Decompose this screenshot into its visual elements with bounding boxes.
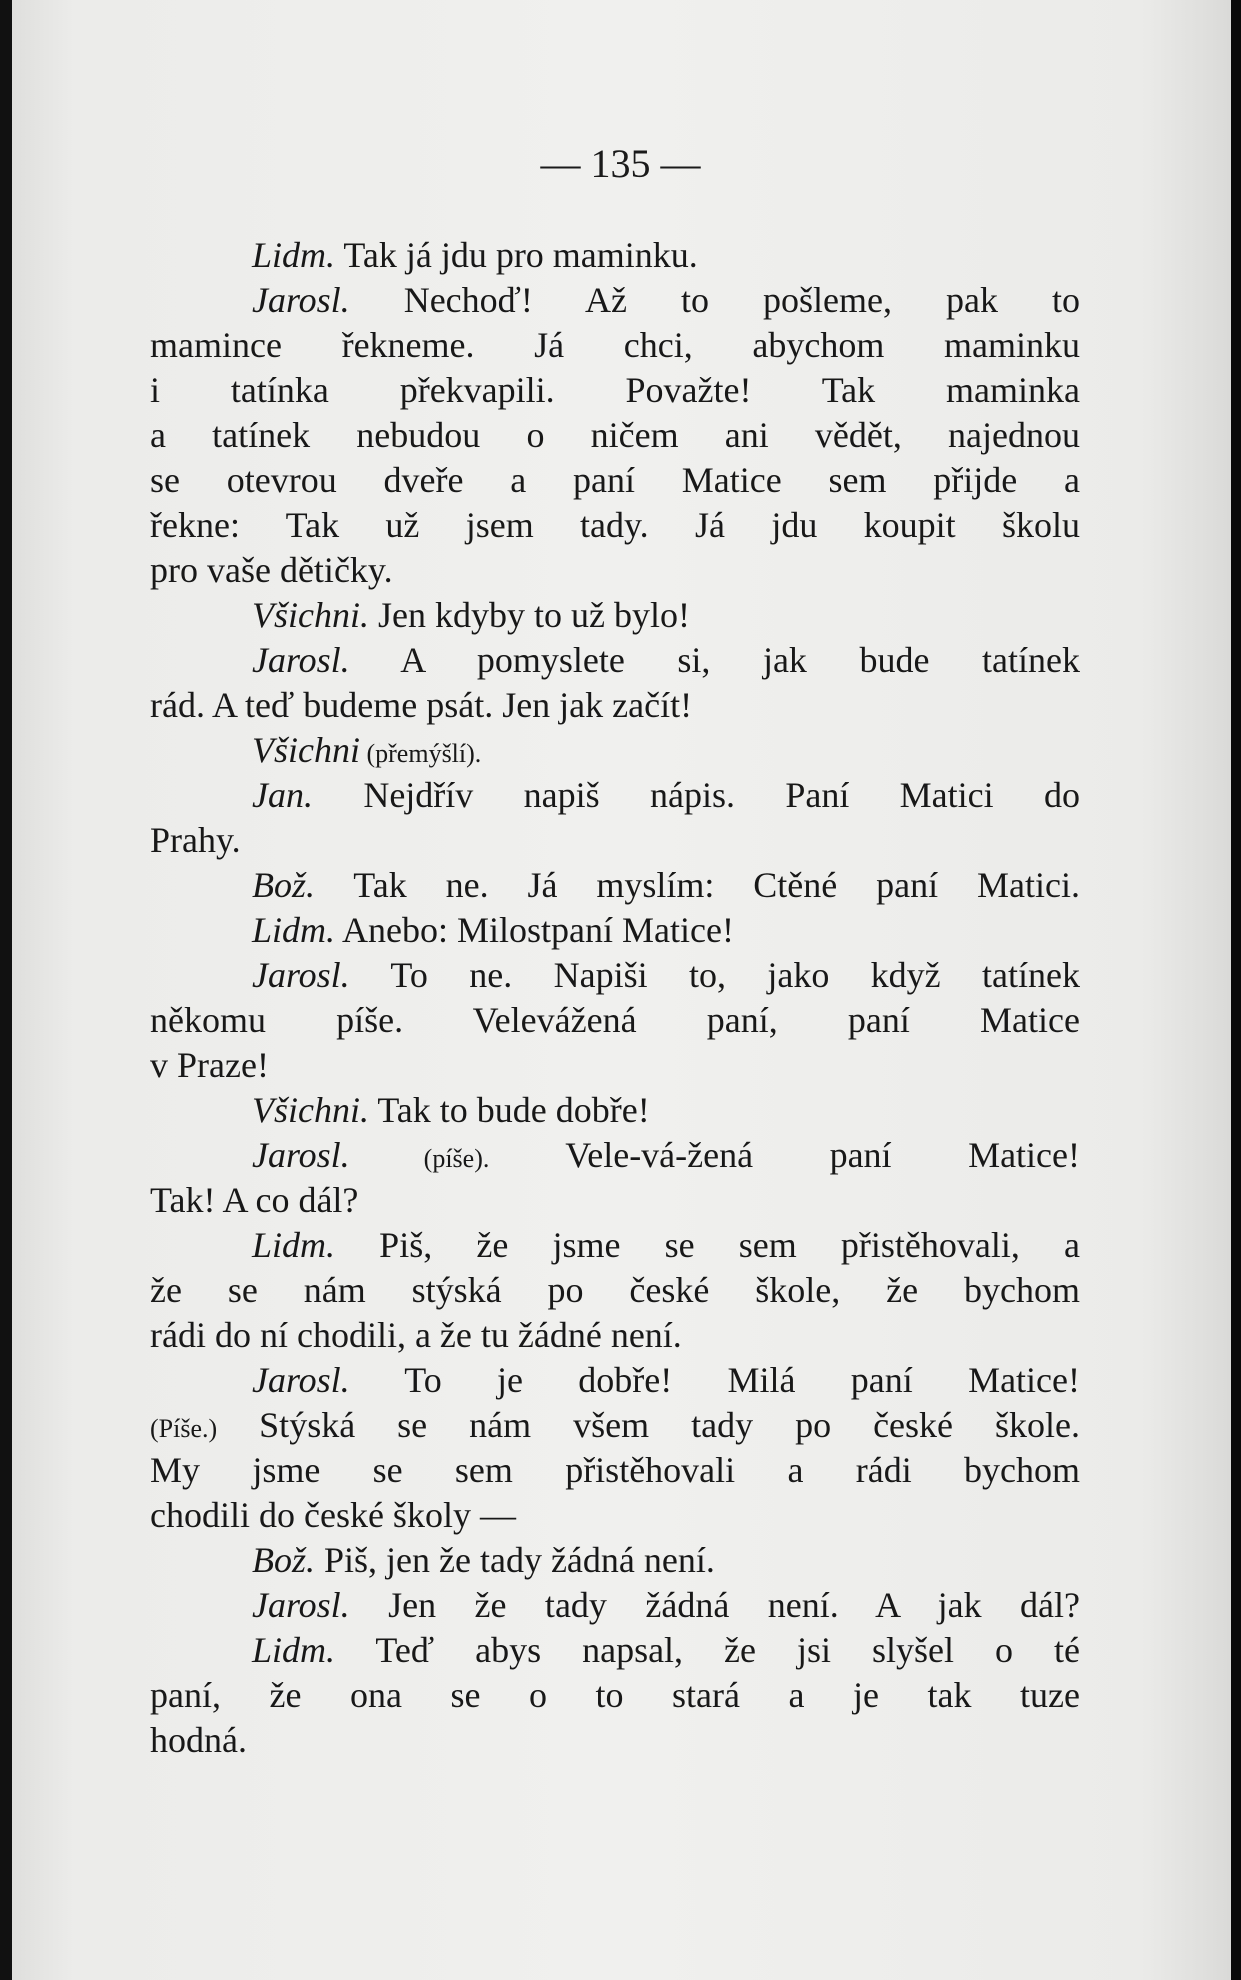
speaker-name: Všichni. bbox=[252, 595, 369, 635]
text-line bbox=[150, 953, 1080, 998]
text-line bbox=[150, 278, 1080, 323]
text-line bbox=[150, 1358, 1080, 1403]
text-line bbox=[150, 1043, 1080, 1088]
line-text: To je dobře! Milá paní Matice! bbox=[349, 1360, 1080, 1400]
text-line bbox=[150, 593, 1080, 638]
line-text: hodná. bbox=[150, 1720, 247, 1760]
text-line bbox=[150, 1313, 1080, 1358]
line-text: se otevrou dveře a paní Matice sem přijde a bbox=[150, 460, 1080, 500]
stage-direction: (píše). bbox=[349, 1144, 490, 1173]
line-text: Vele-vá-žená paní Matice! bbox=[489, 1135, 1080, 1175]
text-line bbox=[150, 368, 1080, 413]
line-text: Anebo: Milostpaní Matice! bbox=[335, 910, 734, 950]
line-text: Nechoď! Až to pošleme, pak to bbox=[349, 280, 1080, 320]
line-text: mamince řekneme. Já chci, abychom maminku bbox=[150, 325, 1080, 365]
text-line bbox=[150, 818, 1080, 863]
text-line bbox=[150, 1493, 1080, 1538]
line-text: Stýská se nám všem tady po české škole. bbox=[217, 1405, 1080, 1445]
speaker-name: Jarosl. bbox=[252, 640, 350, 680]
text-line bbox=[150, 1628, 1080, 1673]
line-text: i tatínka překvapili. Považte! Tak maminka bbox=[150, 370, 1080, 410]
line-text: Piš, že jsme se sem přistěhovali, a bbox=[335, 1225, 1080, 1265]
text-line bbox=[150, 323, 1080, 368]
scan-edge-right bbox=[1231, 0, 1241, 1980]
line-text: A pomyslete si, jak bude tatínek bbox=[349, 640, 1080, 680]
stage-direction: (přemýšlí). bbox=[359, 739, 482, 768]
text-line bbox=[150, 1448, 1080, 1493]
speaker-name: Bož. bbox=[252, 1540, 315, 1580]
line-text: pro vaše dětičky. bbox=[150, 550, 393, 590]
text-line bbox=[150, 728, 1080, 773]
speaker-name: Jarosl. bbox=[252, 1585, 350, 1625]
text-line bbox=[150, 1403, 1080, 1448]
line-text: Jen kdyby to už bylo! bbox=[368, 595, 690, 635]
speaker-name: Lidm. bbox=[252, 1630, 336, 1670]
speaker-name: Bož. bbox=[252, 865, 315, 905]
text-line bbox=[150, 1673, 1080, 1718]
line-text: a tatínek nebudou o ničem ani vědět, najednou bbox=[150, 415, 1080, 455]
line-text: Teď abys napsal, že jsi slyšel o té bbox=[335, 1630, 1080, 1670]
speaker-name: Jan. bbox=[252, 775, 313, 815]
speaker-name: Všichni bbox=[252, 730, 360, 770]
speaker-name: Jarosl. bbox=[252, 1360, 350, 1400]
text-line bbox=[150, 1088, 1080, 1133]
line-text: že se nám stýská po české škole, že bychom bbox=[150, 1270, 1080, 1310]
text-line bbox=[150, 503, 1080, 548]
line-text: Prahy. bbox=[150, 820, 241, 860]
line-text: Jen že tady žádná není. A jak dál? bbox=[349, 1585, 1080, 1625]
text-line bbox=[150, 1223, 1080, 1268]
line-text: paní, že ona se o to stará a je tak tuze bbox=[150, 1675, 1080, 1715]
text-line bbox=[150, 683, 1080, 728]
speaker-name: Lidm. bbox=[252, 1225, 336, 1265]
text-line bbox=[150, 548, 1080, 593]
speaker-name: Jarosl. bbox=[252, 955, 350, 995]
play-text bbox=[150, 233, 1080, 1763]
line-text: řekne: Tak už jsem tady. Já jdu koupit školu bbox=[150, 505, 1080, 545]
line-text: Tak to bude dobře! bbox=[368, 1090, 650, 1130]
line-text: někomu píše. Velevážená paní, paní Matice bbox=[150, 1000, 1080, 1040]
speaker-name: Jarosl. bbox=[252, 1135, 350, 1175]
text-line bbox=[150, 1718, 1080, 1763]
stage-direction: (Píše.) bbox=[150, 1414, 218, 1443]
scan-edge-left bbox=[0, 0, 12, 1980]
page-number: — 135 — bbox=[540, 141, 701, 186]
text-line bbox=[150, 1178, 1080, 1223]
line-text: rád. A teď budeme psát. Jen jak začít! bbox=[150, 685, 693, 725]
speaker-name: Lidm. bbox=[252, 235, 336, 275]
line-text: Piš, jen že tady žádná není. bbox=[315, 1540, 715, 1580]
text-line bbox=[150, 863, 1080, 908]
line-text: My jsme se sem přistěhovali a rádi bychom bbox=[150, 1450, 1080, 1490]
text-line bbox=[150, 1538, 1080, 1583]
speaker-name: Jarosl. bbox=[252, 280, 350, 320]
text-line bbox=[150, 1268, 1080, 1313]
line-text: Nejdřív napiš nápis. Paní Matici do bbox=[312, 775, 1080, 815]
text-line bbox=[150, 638, 1080, 683]
text-line bbox=[150, 773, 1080, 818]
line-text: Tak! A co dál? bbox=[150, 1180, 359, 1220]
speaker-name: Všichni. bbox=[252, 1090, 369, 1130]
text-line bbox=[150, 1133, 1080, 1178]
text-line bbox=[150, 413, 1080, 458]
line-text: Tak já jdu pro maminku. bbox=[335, 235, 698, 275]
text-line bbox=[150, 233, 1080, 278]
text-line bbox=[150, 458, 1080, 503]
text-line bbox=[150, 908, 1080, 953]
text-line bbox=[150, 998, 1080, 1043]
speaker-name: Lidm. bbox=[252, 910, 336, 950]
line-text: Tak ne. Já myslím: Ctěné paní Matici. bbox=[315, 865, 1080, 905]
line-text: chodili do české školy — bbox=[150, 1495, 516, 1535]
line-text: rádi do ní chodili, a že tu žádné není. bbox=[150, 1315, 682, 1355]
line-text: To ne. Napiši to, jako když tatínek bbox=[349, 955, 1080, 995]
text-line bbox=[150, 1583, 1080, 1628]
line-text: v Praze! bbox=[150, 1045, 269, 1085]
